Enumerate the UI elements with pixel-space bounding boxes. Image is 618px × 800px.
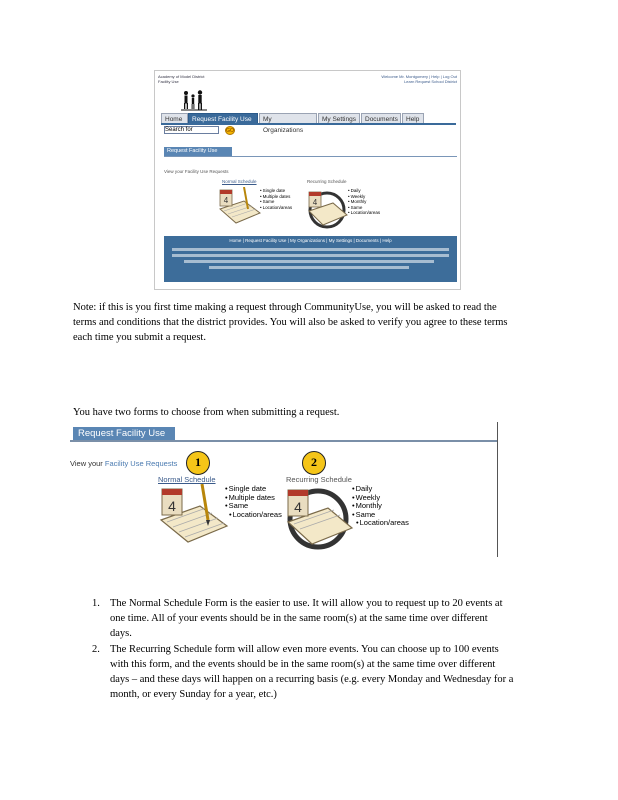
section-divider — [70, 440, 498, 442]
list-item-line: days – and these days will happen on a recurring basis (e.g. every Monday and Wednesday for a — [110, 674, 514, 685]
note-line: each time you submit a request. — [73, 332, 206, 343]
callout-badge-1: 1 — [186, 451, 210, 475]
header-app-name: Facility Use — [158, 79, 179, 84]
tab-request-facility-use[interactable]: Request Facility Use — [188, 113, 258, 124]
normal-schedule-features — [260, 188, 292, 210]
nav-underline — [161, 123, 456, 125]
feature-item: • Monthly — [352, 502, 409, 511]
feature-item: • Single date — [225, 485, 282, 494]
feature-item: • Single date — [260, 188, 292, 194]
list-item-line: The Recurring Schedule form will allow even more events. You can choose up to 100 events — [110, 644, 499, 655]
recurring-calendar-icon — [305, 187, 349, 229]
feature-item: • Multiple dates — [260, 194, 292, 200]
feature-item: • Same — [225, 502, 282, 511]
view-requests-link[interactable]: Facility Use Requests — [104, 459, 178, 468]
header-district-name: Learn Request School District — [404, 79, 457, 84]
feature-item: • Daily — [352, 485, 409, 494]
tab-home[interactable]: Home — [161, 113, 188, 124]
tab-my-settings[interactable]: My Settings — [318, 113, 360, 124]
recurring-schedule-features — [348, 188, 380, 216]
header-org-name: Academy of Model District — [158, 74, 205, 79]
normal-schedule-link[interactable]: Normal Schedule — [222, 179, 257, 184]
footer-links[interactable]: Home | Request Facility Use | My Organizations | My Settings | Documents | Help — [229, 238, 392, 243]
go-button[interactable]: GO — [226, 128, 234, 134]
tab-documents[interactable]: Documents — [361, 113, 401, 124]
section-tab-request-facility-use: Request Facility Use — [164, 147, 232, 156]
list-item-line: days. — [110, 628, 132, 639]
view-requests-text — [70, 459, 177, 469]
normal-schedule-features — [225, 485, 282, 519]
list-item-line: month, or every Sunday for a year, etc.) — [110, 689, 277, 700]
view-requests-prefix: View your — [70, 459, 105, 468]
note-line: terms and conditions that the district provides. You will also be asked to verify you agree to these terms — [73, 317, 508, 328]
tab-help[interactable]: Help — [402, 113, 424, 124]
footer-text-line — [184, 260, 434, 263]
section-tab-request-facility-use: Request Facility Use — [73, 427, 175, 441]
list-item-normal-schedule — [110, 596, 550, 641]
feature-item: • Multiple dates — [225, 494, 282, 503]
list-item-recurring-schedule — [110, 642, 550, 702]
forms-intro-text: You have two forms to choose from when submitting a request. — [73, 407, 340, 418]
feature-item: • Location/areas — [348, 210, 380, 216]
callout-badge-2: 2 — [302, 451, 326, 475]
screenshot-request-forms — [70, 422, 498, 557]
note-line: Note: if this is you first time making a request through CommunityUse, you will be asked to read the — [73, 302, 497, 313]
recurring-calendar-icon — [282, 482, 354, 552]
feature-item: • Location/areas — [260, 205, 292, 211]
list-item-line: one time. All of your events should be in the same room(s) at the same time over different — [110, 613, 488, 624]
feature-item: • Weekly — [352, 494, 409, 503]
normal-schedule-link[interactable]: Normal Schedule — [158, 475, 216, 484]
family-logo-icon — [181, 89, 207, 111]
calendar-notebook-icon — [158, 484, 230, 548]
tab-my-organizations[interactable]: My Organizations — [259, 113, 317, 124]
feature-item: • Monthly — [348, 199, 380, 205]
feature-item: • Weekly — [348, 194, 380, 200]
footer-text-line — [172, 248, 449, 251]
note-paragraph — [73, 300, 553, 345]
screenshot-portal-home — [154, 70, 461, 290]
svg-text:4: 4 — [294, 499, 302, 515]
search-label: Search for — [165, 127, 193, 133]
footer-bar — [164, 236, 457, 282]
recurring-schedule-link[interactable]: Recurring Schedule — [307, 179, 347, 184]
view-requests-link[interactable]: View your Facility Use Requests — [164, 169, 229, 174]
feature-item: • Location/areas — [352, 519, 409, 528]
svg-text:4: 4 — [223, 196, 229, 205]
footer-text-line — [209, 266, 409, 269]
list-number-2: 2. — [92, 644, 100, 655]
feature-item: • Location/areas — [225, 511, 282, 520]
calendar-notebook-icon — [218, 187, 262, 227]
list-number-1: 1. — [92, 598, 100, 609]
svg-text:4: 4 — [312, 198, 318, 207]
feature-item: • Same — [348, 205, 380, 211]
list-item-line: with this form, and the events should be in the same room(s) at the same time over different — [110, 659, 496, 670]
svg-text:4: 4 — [168, 498, 176, 514]
footer-text-line — [172, 254, 449, 257]
crop-border — [497, 422, 498, 557]
section-divider — [164, 156, 457, 157]
recurring-schedule-features — [352, 485, 409, 528]
list-item-line: The Normal Schedule Form is the easier to use. It will allow you to request up to 20 events at — [110, 598, 503, 609]
header-welcome-links[interactable]: Welcome Mr. Montgomery | Help | Log Out — [381, 74, 457, 79]
feature-item: • Same — [352, 511, 409, 520]
feature-item: • Same — [260, 199, 292, 205]
recurring-schedule-link[interactable]: Recurring Schedule — [286, 475, 352, 484]
feature-item: • Daily — [348, 188, 380, 194]
